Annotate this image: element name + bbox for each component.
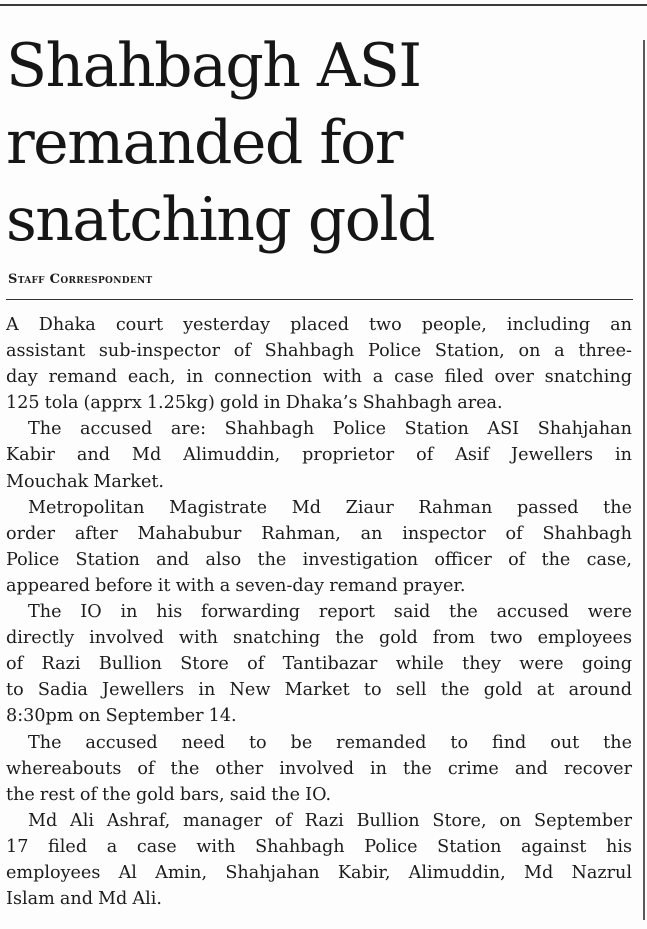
paragraph (6, 599, 632, 729)
text-line: Islam and Md Ali. (6, 889, 162, 910)
text-line: the rest of the gold bars, said the IO. (6, 784, 332, 805)
paragraph (6, 495, 632, 599)
text-line: assistant sub-inspector of Shahbagh Police Station, on a three- (6, 341, 632, 362)
text-line: order after Mahabubur Rahman, an inspector of Shahbagh (6, 523, 632, 544)
paragraph (6, 312, 632, 416)
paragraph (6, 730, 632, 808)
text-line: directly involved with snatching the gold from two employees (6, 628, 632, 649)
text-line: Police Station and also the investigation officer of the case, (6, 549, 632, 570)
byline-rule (6, 299, 633, 300)
text-line: day remand each, in connection with a case filed over snatching (6, 367, 632, 388)
text-line: Metropolitan Magistrate Md Ziaur Rahman passed the (28, 497, 632, 518)
text-line: The IO in his forwarding report said the accused were (28, 602, 632, 623)
paragraph (6, 808, 632, 912)
text-line: Md Ali Ashraf, manager of Razi Bullion Store, on September (28, 810, 632, 831)
text-line: The accused are: Shahbagh Police Station ASI Shahjahan (28, 419, 632, 440)
text-line: Kabir and Md Alimuddin, proprietor of Asif Jewellers in (6, 445, 632, 466)
headline-line: snatching gold (6, 185, 435, 255)
text-line: whereabouts of the other involved in the crime and recover (6, 758, 632, 779)
headline (6, 28, 626, 259)
text-line: appeared before it with a seven-day remand prayer. (6, 575, 466, 596)
article-body (6, 312, 632, 912)
text-line: 125 tola (apprx 1.25kg) gold in Dhaka’s Shahbagh area. (6, 393, 503, 414)
column-rule (643, 40, 645, 920)
byline: Staff Correspondent (8, 272, 153, 287)
text-line: to Sadia Jewellers in New Market to sell the gold at around (6, 680, 632, 701)
text-line: Mouchak Market. (6, 471, 165, 492)
top-rule (0, 4, 647, 6)
text-line: The accused need to be remanded to find out the (28, 732, 632, 753)
paragraph (6, 416, 632, 494)
text-line: 17 filed a case with Shahbagh Police Station against his (6, 836, 632, 857)
headline-line: Shahbagh ASI (6, 31, 421, 101)
text-line: A Dhaka court yesterday placed two people, including an (6, 315, 632, 335)
headline-line: remanded for (6, 108, 402, 178)
text-line: of Razi Bullion Store of Tantibazar while they were going (6, 654, 632, 675)
text-line: 8:30pm on September 14. (6, 706, 237, 727)
text-line: employees Al Amin, Shahjahan Kabir, Alimuddin, Md Nazrul (6, 862, 632, 883)
